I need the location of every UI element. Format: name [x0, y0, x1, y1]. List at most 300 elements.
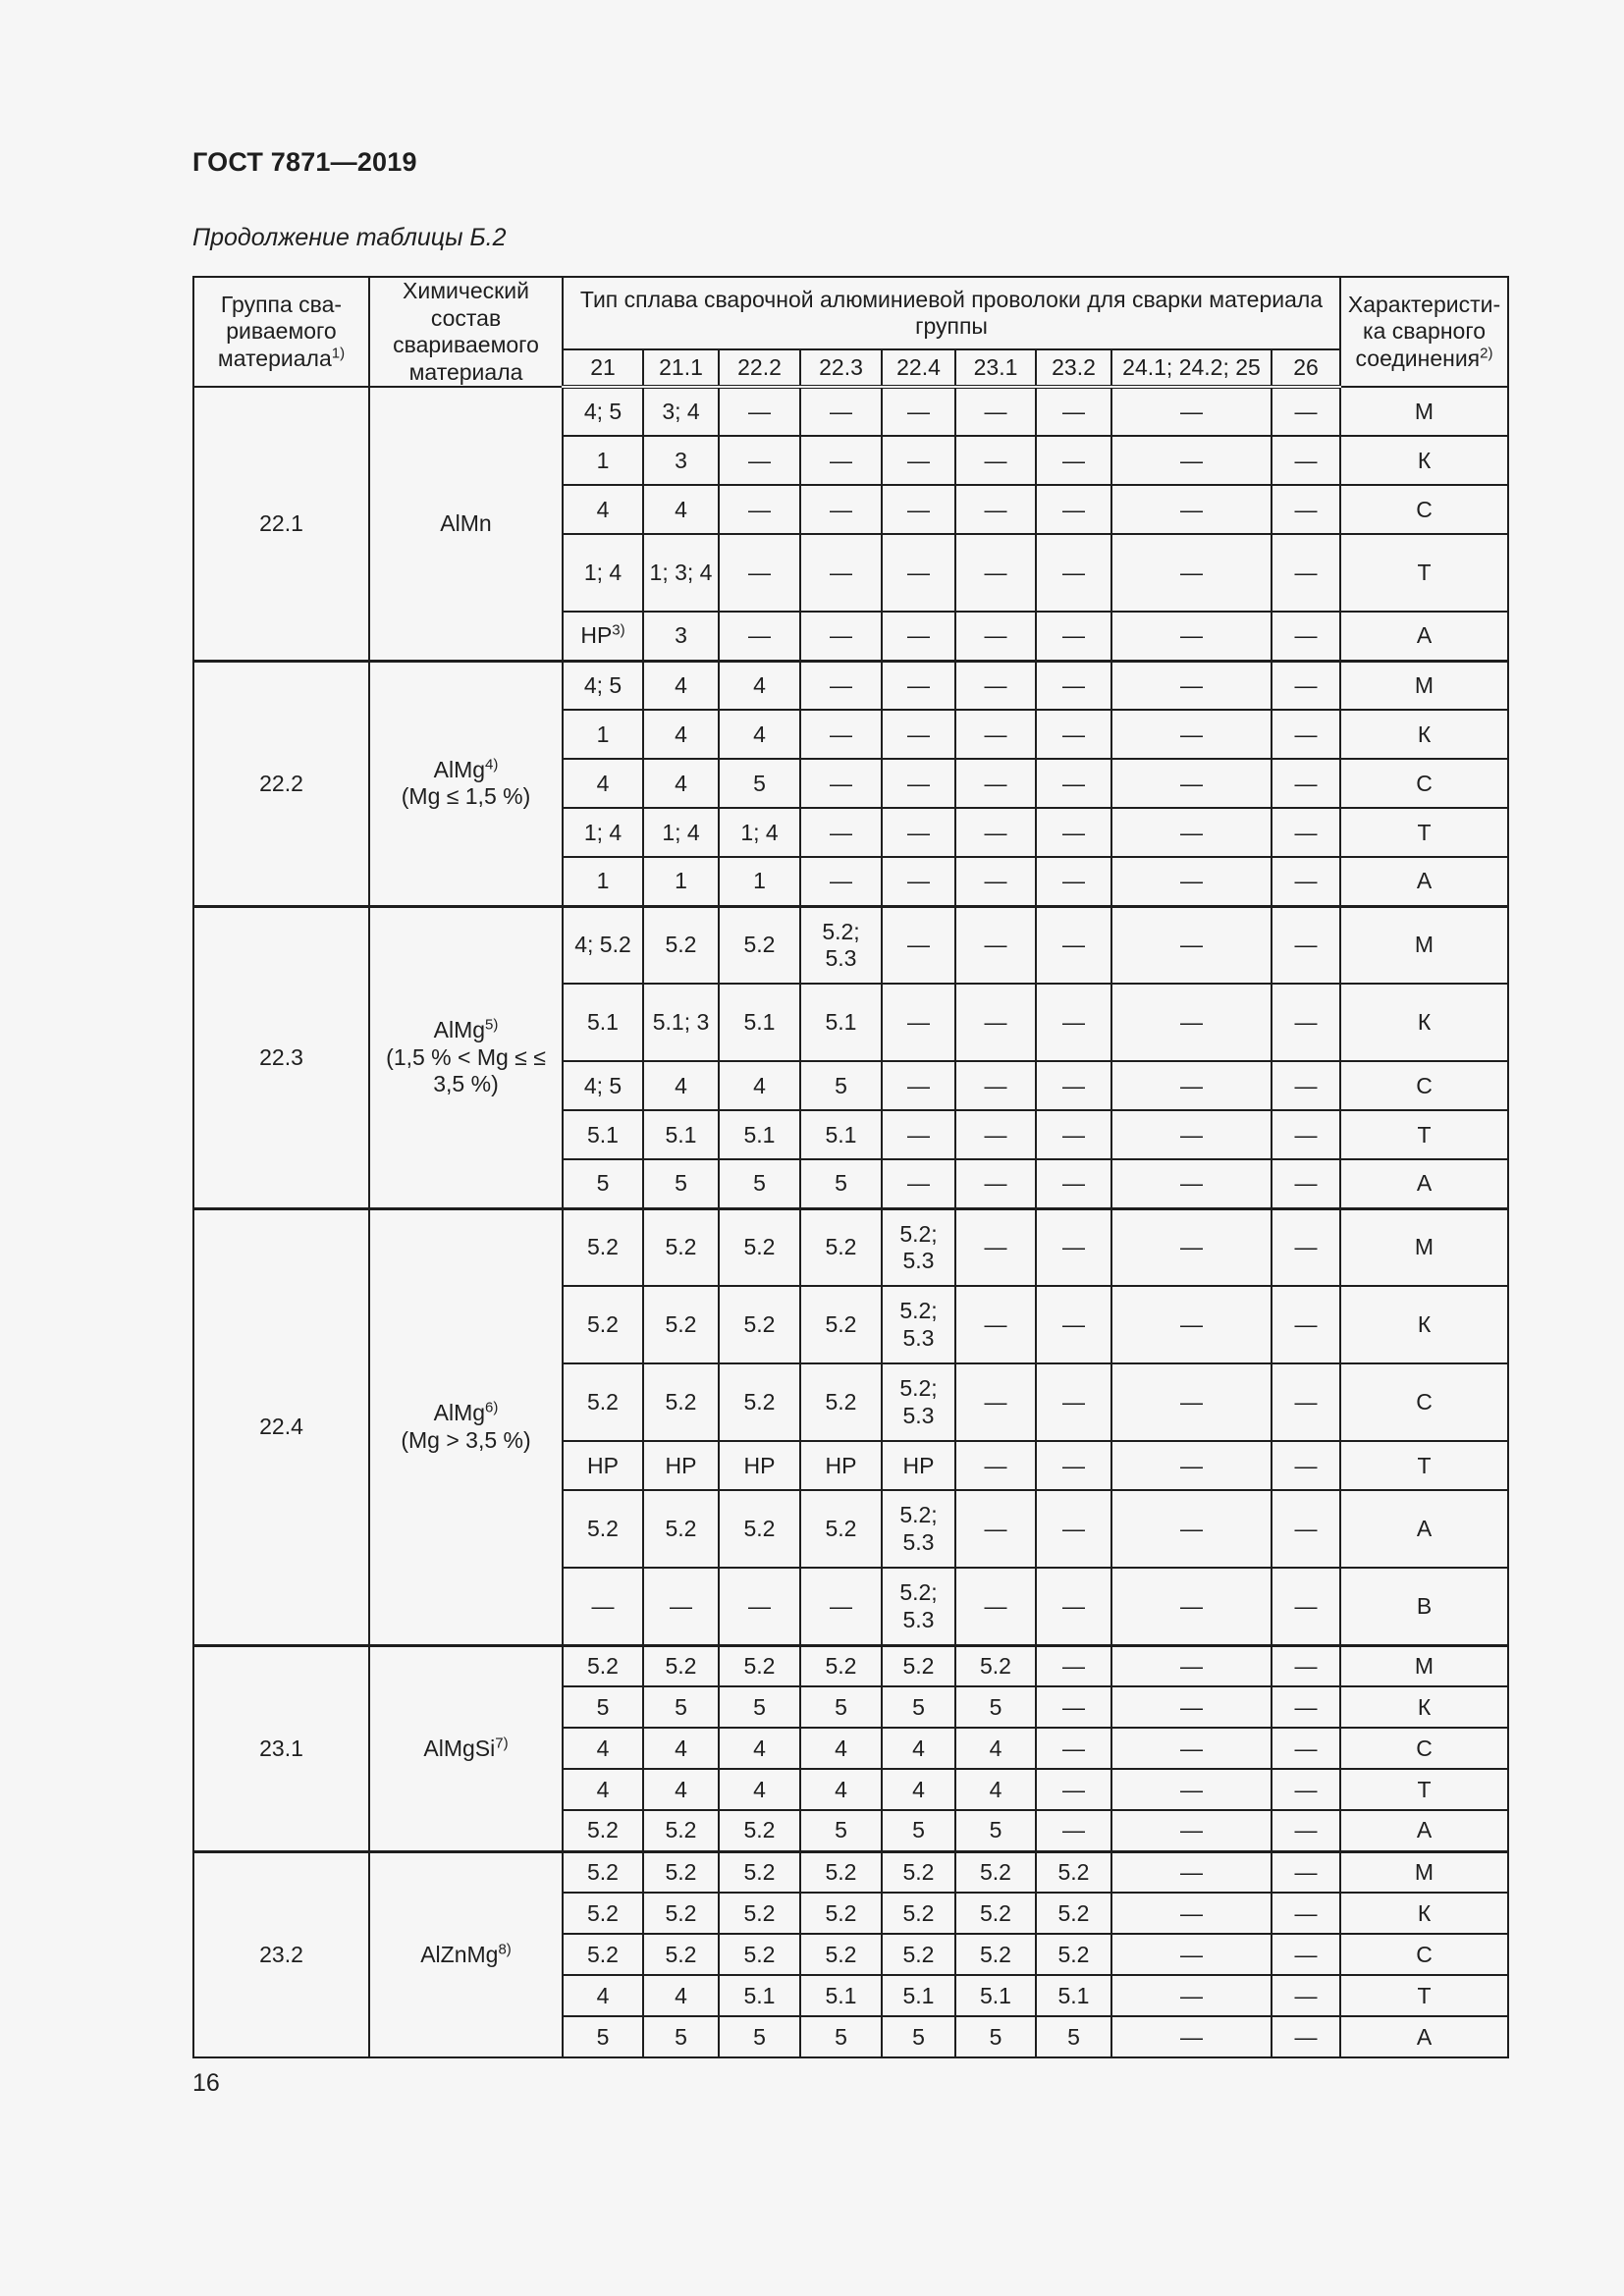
value-cell: 4; 5 — [563, 661, 643, 710]
value-cell: — — [882, 612, 955, 661]
value-cell: — — [1272, 1851, 1340, 1893]
table-row — [193, 1645, 1508, 1686]
value-cell: — — [1111, 1110, 1272, 1159]
value-cell: — — [800, 808, 882, 857]
value-cell: 3 — [643, 612, 719, 661]
value-cell: 4; 5.2 — [563, 906, 643, 984]
value-cell: — — [882, 857, 955, 906]
value-cell: 5.2 — [955, 1851, 1036, 1893]
value-cell: — — [1272, 1568, 1340, 1645]
value-cell: 5.1 — [955, 1975, 1036, 2016]
value-cell: 5.2 — [719, 1893, 800, 1934]
value-cell: — — [882, 485, 955, 534]
characteristic-cell: С — [1340, 485, 1508, 534]
value-cell: 5.2 — [719, 1934, 800, 1975]
value-cell: 5.2 — [643, 1851, 719, 1893]
value-cell: — — [1111, 1851, 1272, 1893]
characteristic-cell: К — [1340, 1686, 1508, 1728]
characteristic-cell: В — [1340, 1568, 1508, 1645]
value-cell: 4; 5 — [563, 387, 643, 436]
value-cell: 4 — [643, 1975, 719, 2016]
value-cell: — — [882, 906, 955, 984]
value-cell: — — [1272, 984, 1340, 1061]
value-cell: — — [1272, 1208, 1340, 1286]
value-cell: 5 — [563, 1159, 643, 1208]
value-cell: 4 — [563, 485, 643, 534]
value-cell: 5.2; 5.3 — [800, 906, 882, 984]
value-cell: — — [1036, 1441, 1111, 1490]
value-cell: — — [1036, 759, 1111, 808]
value-cell: 5.1 — [800, 1975, 882, 2016]
value-cell: — — [800, 1568, 882, 1645]
value-cell: — — [800, 661, 882, 710]
value-cell: — — [1272, 857, 1340, 906]
value-cell: — — [719, 436, 800, 485]
group-cell: 22.1 — [193, 387, 369, 661]
value-cell: — — [955, 1159, 1036, 1208]
value-cell: 5.2 — [643, 1208, 719, 1286]
value-cell: — — [1272, 1810, 1340, 1851]
table-row — [193, 387, 1508, 436]
value-cell: 5.2 — [955, 1893, 1036, 1934]
value-cell: 5.2 — [800, 1490, 882, 1568]
value-cell: — — [882, 1061, 955, 1110]
value-cell: — — [955, 857, 1036, 906]
value-cell: 5.2 — [719, 906, 800, 984]
value-cell: — — [882, 808, 955, 857]
value-cell: — — [1272, 1159, 1340, 1208]
value-cell: — — [1272, 1441, 1340, 1490]
value-cell: 5.2 — [643, 1490, 719, 1568]
value-cell: — — [955, 612, 1036, 661]
value-cell: — — [1036, 808, 1111, 857]
header-group: Группа сва-риваемого материала$^{1)}$ — [193, 277, 369, 387]
value-cell: 5 — [643, 1686, 719, 1728]
value-cell: 5.2 — [955, 1645, 1036, 1686]
value-cell: 4 — [643, 1769, 719, 1810]
value-cell: 5.2 — [882, 1645, 955, 1686]
group-cell: 22.3 — [193, 906, 369, 1208]
value-cell: 5 — [955, 1810, 1036, 1851]
value-cell: 1 — [563, 436, 643, 485]
value-cell: — — [1111, 1934, 1272, 1975]
value-cell: 5.2 — [800, 1286, 882, 1363]
value-cell: — — [955, 1110, 1036, 1159]
value-cell: — — [1272, 759, 1340, 808]
header-composition: Химический состав свариваемого материала — [369, 277, 563, 387]
value-cell: 1; 4 — [563, 534, 643, 612]
header-subgroup: 21.1 — [643, 349, 719, 387]
characteristic-cell: С — [1340, 759, 1508, 808]
header-subgroup: 23.2 — [1036, 349, 1111, 387]
value-cell: 5.2 — [643, 1645, 719, 1686]
value-cell: 1; 4 — [643, 808, 719, 857]
value-cell: 5.2 — [643, 1893, 719, 1934]
table-row — [193, 661, 1508, 710]
characteristic-cell: Т — [1340, 808, 1508, 857]
value-cell: — — [1111, 1208, 1272, 1286]
value-cell: 4 — [643, 661, 719, 710]
value-cell: 3 — [643, 436, 719, 485]
value-cell: — — [800, 534, 882, 612]
value-cell: 5 — [800, 1061, 882, 1110]
value-cell: 1 — [643, 857, 719, 906]
value-cell: — — [1111, 1286, 1272, 1363]
value-cell: 5.2 — [1036, 1934, 1111, 1975]
value-cell: 5.1 — [719, 1975, 800, 2016]
characteristic-cell: С — [1340, 1363, 1508, 1441]
value-cell: 5 — [800, 1686, 882, 1728]
value-cell: — — [1036, 1769, 1111, 1810]
value-cell: — — [955, 1441, 1036, 1490]
value-cell: — — [1272, 485, 1340, 534]
header-subgroup: 22.4 — [882, 349, 955, 387]
value-cell: 5.2 — [643, 1363, 719, 1441]
characteristic-cell: А — [1340, 1490, 1508, 1568]
value-cell: — — [1272, 436, 1340, 485]
value-cell: — — [1111, 906, 1272, 984]
value-cell: 5.2 — [643, 1286, 719, 1363]
value-cell: 5.2 — [719, 1363, 800, 1441]
value-cell: — — [800, 485, 882, 534]
header-subgroup: 21 — [563, 349, 643, 387]
characteristic-cell: А — [1340, 612, 1508, 661]
value-cell: НР — [563, 1441, 643, 1490]
value-cell: НР — [882, 1441, 955, 1490]
value-cell: 5.2 — [800, 1645, 882, 1686]
value-cell: — — [1111, 1061, 1272, 1110]
value-cell: 5.1 — [1036, 1975, 1111, 2016]
value-cell: — — [955, 759, 1036, 808]
value-cell: — — [955, 485, 1036, 534]
value-cell: 4 — [563, 1769, 643, 1810]
value-cell: — — [1272, 1975, 1340, 2016]
value-cell: — — [1111, 1975, 1272, 2016]
value-cell: — — [955, 906, 1036, 984]
value-cell: — — [1036, 534, 1111, 612]
value-cell: — — [1036, 1568, 1111, 1645]
characteristic-cell: М — [1340, 1645, 1508, 1686]
value-cell: — — [1111, 436, 1272, 485]
value-cell: — — [882, 710, 955, 759]
value-cell: — — [1272, 1769, 1340, 1810]
characteristic-cell: К — [1340, 1893, 1508, 1934]
value-cell: 5 — [800, 1159, 882, 1208]
value-cell: 5.2 — [563, 1490, 643, 1568]
value-cell: — — [955, 984, 1036, 1061]
value-cell: 5.2 — [643, 906, 719, 984]
value-cell: — — [800, 857, 882, 906]
value-cell: — — [882, 984, 955, 1061]
value-cell: — — [1272, 534, 1340, 612]
value-cell: — — [1272, 1934, 1340, 1975]
value-cell: — — [719, 612, 800, 661]
value-cell: — — [1111, 759, 1272, 808]
value-cell: 4 — [955, 1728, 1036, 1769]
value-cell: 5.2 — [563, 1851, 643, 1893]
composition-cell: AlZnMg$^{8)}$ — [369, 1851, 563, 2057]
value-cell: 5.2 — [1036, 1851, 1111, 1893]
value-cell: — — [1111, 984, 1272, 1061]
value-cell: 5.2 — [643, 1810, 719, 1851]
value-cell: 4 — [563, 1728, 643, 1769]
value-cell: — — [1111, 1810, 1272, 1851]
value-cell: 5.2 — [719, 1286, 800, 1363]
value-cell: 5.2 — [643, 1934, 719, 1975]
value-cell: — — [1111, 1893, 1272, 1934]
header-subgroup: 23.1 — [955, 349, 1036, 387]
value-cell: — — [1111, 808, 1272, 857]
value-cell: 5.2 — [563, 1893, 643, 1934]
value-cell: — — [1036, 485, 1111, 534]
value-cell: — — [1036, 1363, 1111, 1441]
value-cell: 5 — [719, 2016, 800, 2057]
value-cell: — — [1111, 661, 1272, 710]
value-cell: 5 — [563, 2016, 643, 2057]
value-cell: — — [1111, 1490, 1272, 1568]
header-subgroup: 26 — [1272, 349, 1340, 387]
value-cell: 4; 5 — [563, 1061, 643, 1110]
value-cell: 5.2; 5.3 — [882, 1208, 955, 1286]
value-cell: 5.2 — [882, 1851, 955, 1893]
value-cell: 4 — [719, 1728, 800, 1769]
value-cell: 4 — [955, 1769, 1036, 1810]
value-cell: — — [719, 534, 800, 612]
value-cell: 5.1 — [563, 984, 643, 1061]
table-body — [193, 387, 1508, 2057]
value-cell: — — [1272, 1061, 1340, 1110]
alloy-table — [192, 276, 1509, 2058]
value-cell: — — [1036, 612, 1111, 661]
value-cell: 4 — [882, 1728, 955, 1769]
value-cell: — — [1111, 485, 1272, 534]
value-cell: — — [1036, 906, 1111, 984]
value-cell: — — [1111, 1363, 1272, 1441]
characteristic-cell: М — [1340, 661, 1508, 710]
value-cell: 4 — [643, 759, 719, 808]
value-cell: 5.2 — [719, 1208, 800, 1286]
value-cell: 5.2 — [719, 1645, 800, 1686]
characteristic-cell: Т — [1340, 534, 1508, 612]
value-cell: 5.2; 5.3 — [882, 1363, 955, 1441]
value-cell: 5 — [1036, 2016, 1111, 2057]
value-cell: 4 — [719, 710, 800, 759]
composition-cell: AlMg$^{5)}$ (1,5 % < Mg ≤ ≤ 3,5 %) — [369, 906, 563, 1208]
value-cell: — — [719, 1568, 800, 1645]
value-cell: 4 — [719, 1769, 800, 1810]
value-cell: — — [800, 710, 882, 759]
characteristic-cell: А — [1340, 1159, 1508, 1208]
page-number: 16 — [192, 2069, 220, 2097]
value-cell: — — [1272, 612, 1340, 661]
value-cell: — — [955, 387, 1036, 436]
value-cell: — — [1111, 710, 1272, 759]
value-cell: — — [1111, 1686, 1272, 1728]
characteristic-cell: Т — [1340, 1441, 1508, 1490]
value-cell: НР — [643, 1441, 719, 1490]
table-row — [193, 1851, 1508, 1893]
value-cell: 5.2 — [719, 1810, 800, 1851]
value-cell: 5.2 — [800, 1851, 882, 1893]
value-cell: 5 — [719, 1686, 800, 1728]
value-cell: 5.1 — [719, 984, 800, 1061]
value-cell: 5 — [882, 1686, 955, 1728]
value-cell: 3; 4 — [643, 387, 719, 436]
value-cell: — — [955, 661, 1036, 710]
value-cell: — — [882, 661, 955, 710]
value-cell: 5.2 — [563, 1810, 643, 1851]
value-cell: 5.2 — [800, 1363, 882, 1441]
value-cell: — — [643, 1568, 719, 1645]
value-cell: 5.2; 5.3 — [882, 1568, 955, 1645]
value-cell: — — [1111, 1769, 1272, 1810]
value-cell: НР — [719, 1441, 800, 1490]
value-cell: — — [1036, 387, 1111, 436]
header-wire-type: Тип сплава сварочной алюминиевой проволоки для сварки материала группы — [563, 277, 1340, 349]
composition-cell: AlMg$^{4)}$ (Mg ≤ 1,5 %) — [369, 661, 563, 906]
value-cell: 5.1 — [800, 1110, 882, 1159]
characteristic-cell: Т — [1340, 1975, 1508, 2016]
composition-cell: AlMn — [369, 387, 563, 661]
value-cell: 5.2 — [563, 1363, 643, 1441]
value-cell: — — [1272, 710, 1340, 759]
characteristic-cell: С — [1340, 1728, 1508, 1769]
value-cell: — — [1272, 808, 1340, 857]
value-cell: 4 — [643, 1728, 719, 1769]
header-subgroup: 22.3 — [800, 349, 882, 387]
value-cell: — — [1111, 1568, 1272, 1645]
value-cell: 5 — [643, 1159, 719, 1208]
characteristic-cell: К — [1340, 436, 1508, 485]
value-cell: — — [1111, 1728, 1272, 1769]
value-cell: 5.1 — [800, 984, 882, 1061]
characteristic-cell: А — [1340, 1810, 1508, 1851]
value-cell: — — [1272, 2016, 1340, 2057]
characteristic-cell: К — [1340, 984, 1508, 1061]
value-cell: 4 — [800, 1769, 882, 1810]
value-cell: 4 — [563, 1975, 643, 2016]
characteristic-cell: Т — [1340, 1110, 1508, 1159]
value-cell: — — [1272, 1110, 1340, 1159]
value-cell: — — [955, 710, 1036, 759]
characteristic-cell: Т — [1340, 1769, 1508, 1810]
value-cell: — — [1036, 1159, 1111, 1208]
characteristic-cell: С — [1340, 1934, 1508, 1975]
value-cell: — — [1036, 436, 1111, 485]
value-cell: — — [1272, 1490, 1340, 1568]
value-cell: 1 — [563, 710, 643, 759]
value-cell: — — [882, 1110, 955, 1159]
value-cell: — — [882, 1159, 955, 1208]
group-cell: 23.2 — [193, 1851, 369, 2057]
group-cell: 22.4 — [193, 1208, 369, 1645]
value-cell: — — [1036, 1061, 1111, 1110]
value-cell: 4 — [719, 661, 800, 710]
value-cell: — — [800, 759, 882, 808]
value-cell: 5.2 — [1036, 1893, 1111, 1934]
value-cell: 5.2 — [563, 1645, 643, 1686]
value-cell: 5.2 — [800, 1208, 882, 1286]
value-cell: — — [1036, 1686, 1111, 1728]
value-cell: — — [1272, 1893, 1340, 1934]
value-cell: — — [800, 436, 882, 485]
value-cell: — — [800, 387, 882, 436]
characteristic-cell: К — [1340, 1286, 1508, 1363]
value-cell: 5.2 — [955, 1934, 1036, 1975]
value-cell: — — [1111, 1441, 1272, 1490]
value-cell: — — [1036, 1286, 1111, 1363]
value-cell: 4 — [882, 1769, 955, 1810]
value-cell: 5 — [882, 2016, 955, 2057]
document-title: ГОСТ 7871—2019 — [192, 147, 417, 177]
characteristic-cell: М — [1340, 387, 1508, 436]
group-cell: 23.1 — [193, 1645, 369, 1851]
composition-cell: AlMg$^{6)}$ (Mg > 3,5 %) — [369, 1208, 563, 1645]
value-cell: — — [1036, 1208, 1111, 1286]
composition-cell: AlMgSi$^{7)}$ — [369, 1645, 563, 1851]
value-cell: 5.2; 5.3 — [882, 1286, 955, 1363]
value-cell: 5.2 — [719, 1490, 800, 1568]
value-cell: 5.2 — [719, 1851, 800, 1893]
value-cell: — — [1036, 1490, 1111, 1568]
value-cell: 4 — [800, 1728, 882, 1769]
header-subgroup: 22.2 — [719, 349, 800, 387]
table-row — [193, 906, 1508, 984]
value-cell: — — [1111, 857, 1272, 906]
value-cell: — — [882, 759, 955, 808]
value-cell: — — [1272, 906, 1340, 984]
value-cell: — — [1036, 1110, 1111, 1159]
value-cell: 5 — [955, 1686, 1036, 1728]
group-cell: 22.2 — [193, 661, 369, 906]
value-cell: 1; 4 — [719, 808, 800, 857]
value-cell: 5 — [955, 2016, 1036, 2057]
value-cell: 4 — [643, 485, 719, 534]
value-cell: 5.2 — [563, 1934, 643, 1975]
value-cell: — — [955, 1286, 1036, 1363]
value-cell: — — [955, 1061, 1036, 1110]
value-cell: — — [800, 612, 882, 661]
value-cell: — — [1111, 2016, 1272, 2057]
value-cell: 5.1 — [719, 1110, 800, 1159]
value-cell: 5.2 — [882, 1934, 955, 1975]
value-cell: — — [882, 534, 955, 612]
value-cell: 4 — [563, 759, 643, 808]
value-cell: — — [1272, 1728, 1340, 1769]
table-caption: Продолжение таблицы Б.2 — [192, 224, 507, 251]
header-subgroup: 24.1; 24.2; 25 — [1111, 349, 1272, 387]
value-cell: — — [955, 436, 1036, 485]
characteristic-cell: М — [1340, 1208, 1508, 1286]
value-cell: — — [955, 1568, 1036, 1645]
value-cell: — — [955, 808, 1036, 857]
value-cell: — — [1036, 710, 1111, 759]
header-characteristic: Характеристи-ка сварного соединения$^{2)}$ — [1340, 277, 1508, 387]
value-cell: — — [1272, 387, 1340, 436]
value-cell: — — [1272, 661, 1340, 710]
value-cell: 5 — [719, 759, 800, 808]
value-cell: — — [955, 1208, 1036, 1286]
value-cell: — — [955, 1363, 1036, 1441]
value-cell: — — [1272, 1286, 1340, 1363]
value-cell: — — [719, 485, 800, 534]
value-cell: 1 — [719, 857, 800, 906]
value-cell: 5.2 — [882, 1893, 955, 1934]
value-cell: — — [1036, 1810, 1111, 1851]
value-cell: — — [1111, 1645, 1272, 1686]
value-cell: — — [955, 1490, 1036, 1568]
value-cell: НР — [800, 1441, 882, 1490]
